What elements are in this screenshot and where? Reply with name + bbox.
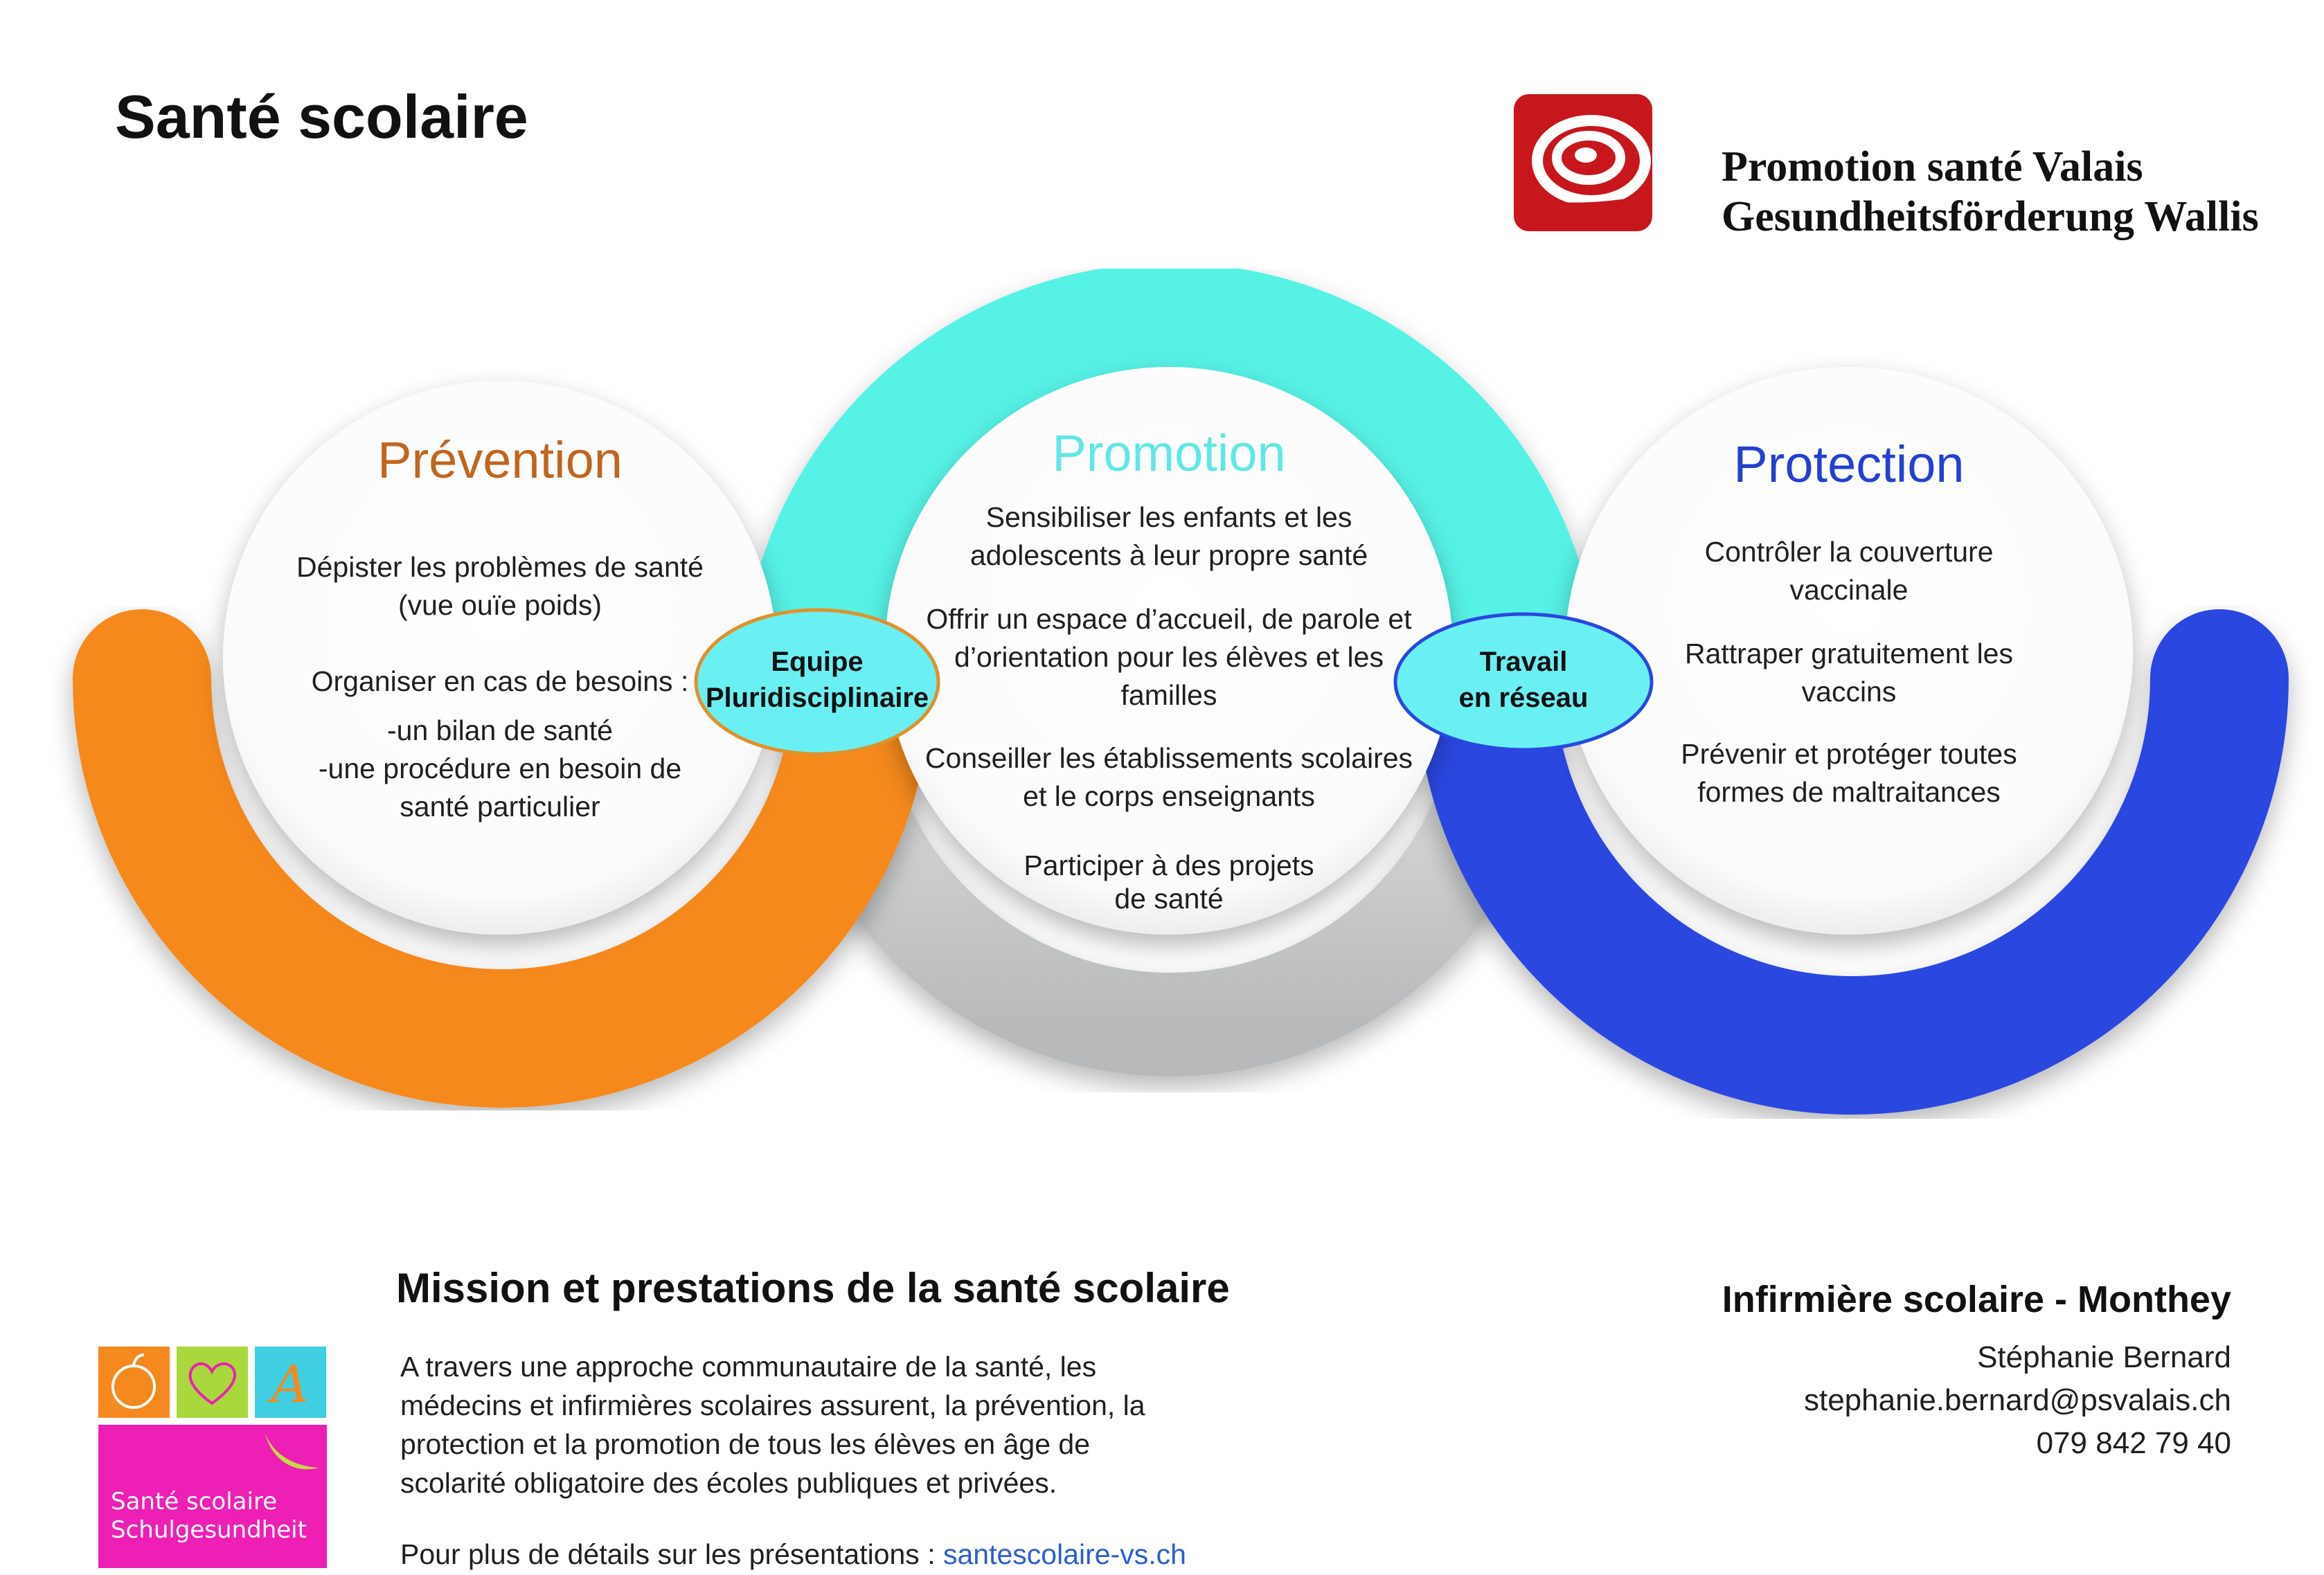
protection-title: Protection <box>1733 435 1965 493</box>
promotion-item-1: Sensibiliser les enfants et les adolescents à leur propre santé <box>969 501 1368 571</box>
contact-email[interactable]: stephanie.bernard@psvalais.ch <box>1803 1383 2231 1417</box>
protection-item-1: Contrôler la couverture vaccinale <box>1704 536 1994 606</box>
promotion-title: Promotion <box>1052 424 1286 482</box>
promotion-item-2: Offrir un espace d’accueil, de parole et d’orientation pour les élèves et les familles <box>926 603 1412 711</box>
protection-item-3: Prévenir et protéger toutes formes de maltraitances <box>1681 738 2017 808</box>
nurse-heading: Infirmière scolaire - Monthey <box>1722 1279 2231 1320</box>
details-prefix: Pour plus de détails sur les présentations : <box>400 1538 943 1570</box>
link-label-team: Equipe Pluridisciplinaire <box>705 647 929 713</box>
school-health-logo <box>98 1347 327 1568</box>
mission-body: A travers une approche communautaire de la santé, les médecins et infirmières scolaires assurent, la prévention, la protection et la promotion de tous les élèves en âge de scolarité obligatoire des écoles publiques et privées. <box>400 1351 1145 1499</box>
details-line <box>400 1538 1186 1571</box>
contact-phone: 079 842 79 40 <box>2036 1426 2231 1460</box>
heart-icon <box>177 1347 248 1418</box>
letter-a-icon <box>255 1347 326 1418</box>
organization-name-fr: Promotion santé Valais <box>1722 143 2143 190</box>
protection-item-2: Rattraper gratuitement les vaccins <box>1684 638 2013 708</box>
promotion-item-4: Participer à des projets de santé <box>1024 849 1314 915</box>
contact-name: Stéphanie Bernard <box>1977 1340 2231 1374</box>
link-label-network: Travail en réseau <box>1458 647 1589 713</box>
svg-text:A: A <box>271 1355 309 1414</box>
promotion-item-3: Conseiller les établissements scolaires et le corps enseignants <box>924 742 1413 812</box>
leaf-icon <box>98 1425 327 1487</box>
page-title: Santé scolaire <box>115 82 528 151</box>
mission-heading: Mission et prestations de la santé scolaire <box>396 1265 1230 1311</box>
prevention-title: Prévention <box>377 431 623 489</box>
prevention-item-2: Organiser en cas de besoins : -un bilan de santé -une procédure en besoin de santé particulier <box>311 665 689 822</box>
school-health-logo-text: Santé scolaire Schulgesundheit <box>111 1488 307 1544</box>
prevention-item-1: Dépister les problèmes de santé (vue ouïe poids) <box>296 551 704 621</box>
website-link[interactable]: santescolaire-vs.ch <box>943 1538 1186 1570</box>
apple-icon <box>98 1347 170 1418</box>
organization-name-de: Gesundheitsförderung Wallis <box>1722 193 2259 240</box>
